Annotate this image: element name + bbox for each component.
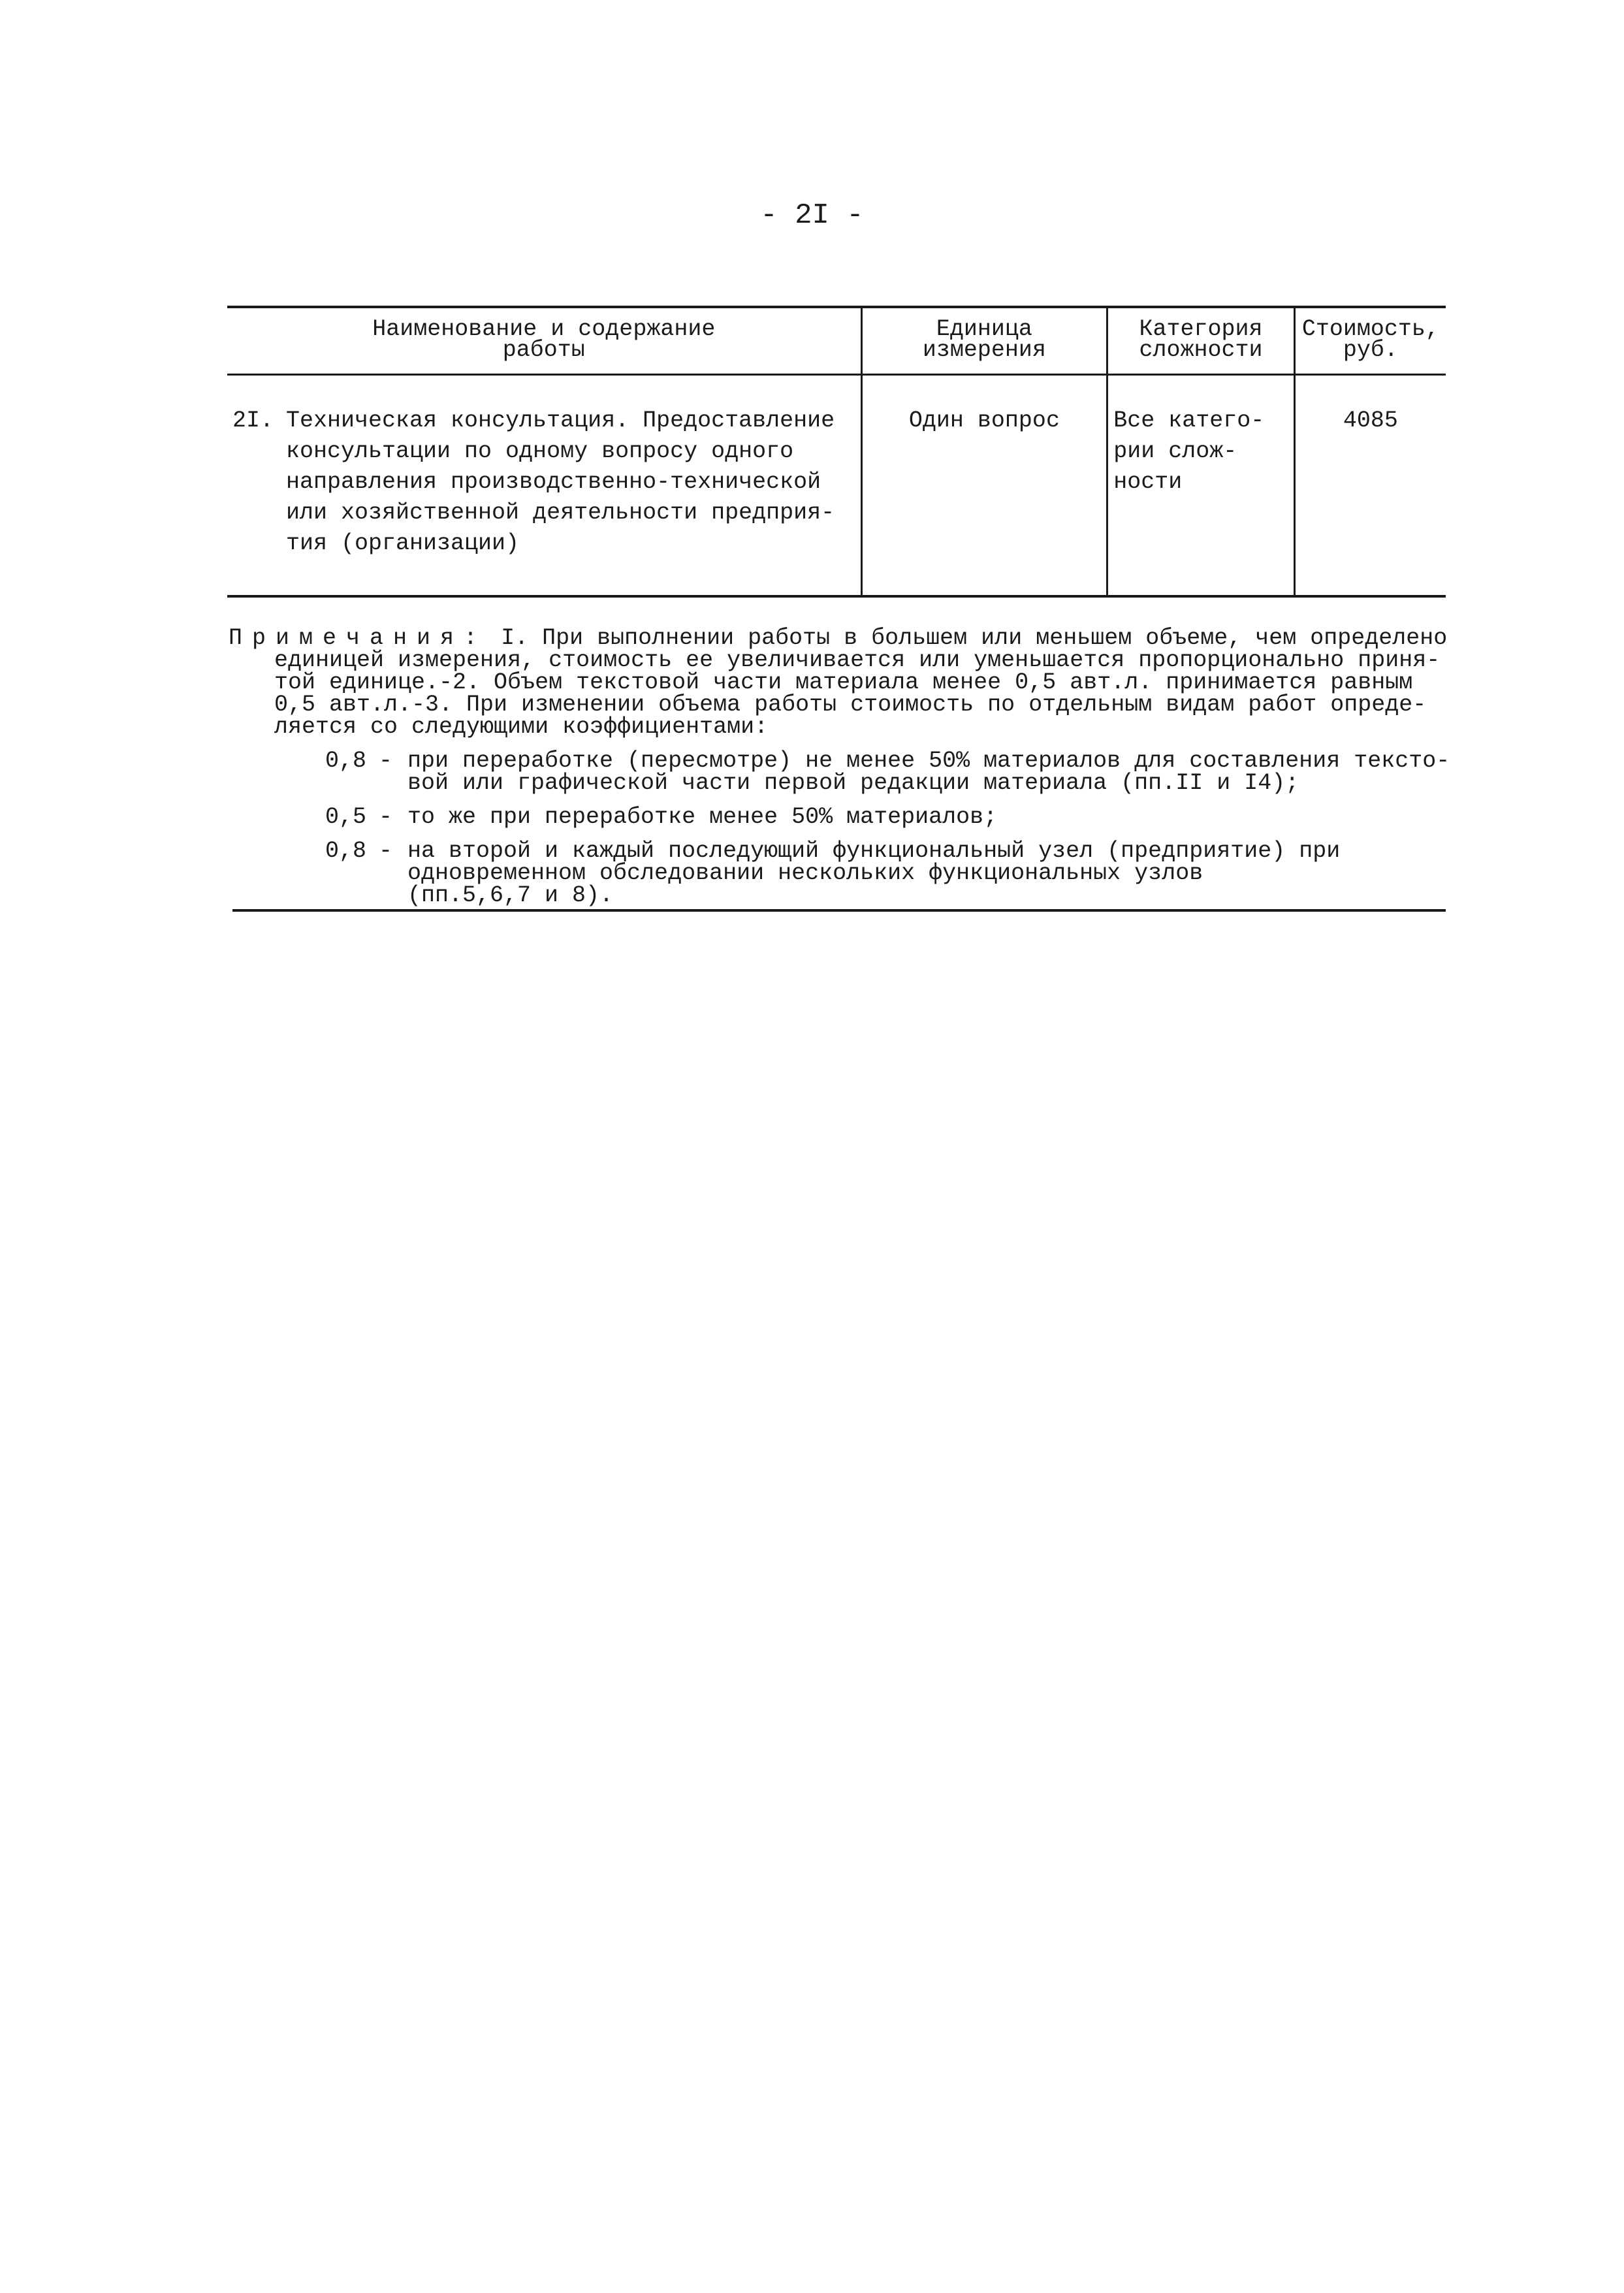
work-table <box>227 306 1446 598</box>
coefficient-line: на второй и каждый последующий функциональный узел (предприятие) при <box>407 838 1341 864</box>
notes-line: 0,5 авт.л.-3. При изменении объема работы стоимость по отдельным видам работ опреде- <box>274 692 1427 718</box>
description-line: направления производственно-технической <box>286 469 821 495</box>
coefficient-text <box>407 840 1450 906</box>
notes-section <box>229 627 1450 906</box>
coefficient-value: 0,5 <box>325 804 367 830</box>
coefficient-value: 0,8 <box>325 838 367 864</box>
coefficient-line: вой или графической части первой редакции материала (пп.II и I4); <box>407 770 1299 796</box>
coefficient-item <box>325 806 1450 828</box>
coefficient-dash: - <box>379 804 393 830</box>
header-unit-line: Единица <box>936 316 1032 342</box>
header-category-line: Категория <box>1139 316 1263 342</box>
header-name <box>227 307 861 375</box>
coefficient-line: то же при переработке менее 50% материалов; <box>407 804 998 830</box>
category-line: Все катего- <box>1113 408 1265 434</box>
header-unit <box>861 307 1107 375</box>
description-line: консультации по одному вопросу одного <box>286 438 794 464</box>
notes-paragraph <box>229 627 1450 738</box>
coefficient-line: при переработке (пересмотре) не менее 50% материалов для составления тексто- <box>407 748 1450 774</box>
coefficient-line: (пп.5,6,7 и 8). <box>407 882 614 908</box>
header-name-line: Наименование и содержание <box>372 316 716 342</box>
description-line: тия (организации) <box>286 530 520 556</box>
coefficient-value: 0,8 <box>325 748 367 774</box>
header-name-line: работы <box>502 337 585 363</box>
coefficient-text <box>407 750 1450 794</box>
description-line: Техническая консультация. Предоставление <box>286 408 835 434</box>
header-cost-line: руб. <box>1343 337 1398 363</box>
row-cost-cell: 4085 <box>1294 375 1446 597</box>
notes-line: ляется со следующими коэффициентами: <box>274 714 769 740</box>
row-number: 2I. <box>232 408 274 434</box>
notes-first-line <box>229 627 1450 649</box>
coefficient-line: одновременном обследовании нескольких функциональных узлов <box>407 860 1203 886</box>
table-row <box>227 375 1446 597</box>
header-category-line: сложности <box>1139 337 1263 363</box>
notes-label: Примечания: <box>229 625 488 651</box>
coefficient-item <box>325 750 1450 794</box>
description-line: или хозяйственной деятельности предприя- <box>286 500 835 526</box>
notes-line: той единице.-2. Объем текстовой части материала менее 0,5 авт.л. принимается равным <box>274 669 1413 696</box>
category-line: ности <box>1113 469 1183 495</box>
row-name-cell <box>227 375 861 597</box>
page-number: - 2I - <box>760 199 864 232</box>
header-category <box>1107 307 1295 375</box>
table-header-row <box>227 307 1446 375</box>
row-description <box>286 406 855 559</box>
coefficient-text <box>407 806 1450 828</box>
coefficient-item <box>325 840 1450 906</box>
coefficient-dash: - <box>379 838 393 864</box>
coefficient-dash: - <box>379 748 393 774</box>
header-cost <box>1294 307 1446 375</box>
header-cost-line: Стоимость, <box>1301 316 1439 342</box>
notes-line-text: I. При выполнении работы в большем или меньшем объеме, чем определено <box>501 625 1448 651</box>
notes-line: единицей измерения, стоимость ее увеличивается или уменьшается пропорционально приня- <box>274 647 1441 673</box>
category-line: рии слож- <box>1113 438 1237 464</box>
bottom-divider <box>232 909 1446 912</box>
row-category-cell <box>1107 375 1295 597</box>
header-unit-line: измерения <box>922 337 1046 363</box>
row-unit-cell: Один вопрос <box>861 375 1107 597</box>
